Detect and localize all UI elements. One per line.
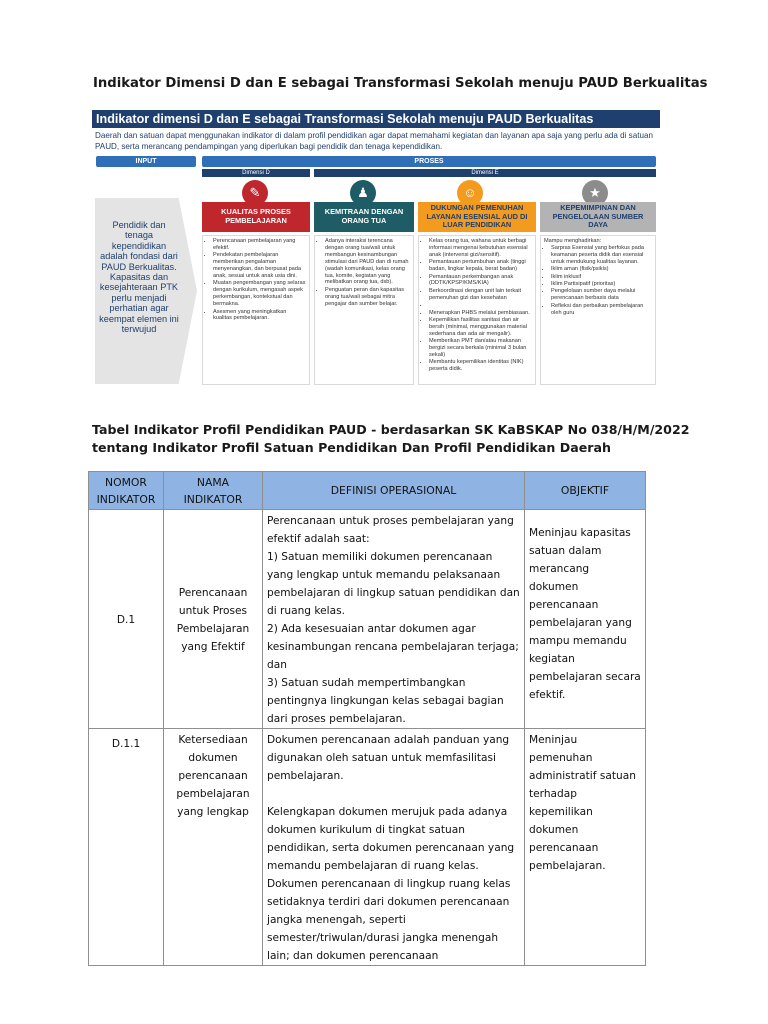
indicator-table — [88, 471, 646, 966]
table-header-row — [89, 472, 646, 510]
cell-objektif: Meninjau kapasitas satuan dalam merancang dokumen perencanaan pembelajaran yang mampu memandu kegiatan pembelajaran secara efektif. — [525, 510, 646, 729]
col-kepemimpinan-body — [540, 235, 656, 385]
definisi-line: Perencanaan untuk proses pembelajaran yang efektif adalah saat: — [267, 515, 514, 545]
col-kemitraan-body — [314, 235, 414, 385]
list-item: • Muatan pengembangan yang selaras dengan kurikulum, mengasah aspek perkembangan, kontekstual dan bermakna. — [213, 280, 306, 308]
list-lead: Mampu menghadirkan: — [544, 238, 602, 244]
col-kemitraan-title: KEMITRAAN DENGAN ORANG TUA — [314, 202, 414, 232]
list-item: • Pengelolaan sumber daya melalui perencanaan berbasis data — [551, 288, 652, 302]
list-item: • Adanya interaksi terencana dengan orang tua/wali untuk membangun kesinambungan stimulasi dari PAUD dan di rumah (wadah komunikasi, kelas orang tua, komite, kegiatan yang melibatkan orang tua, dsb). — [325, 238, 410, 286]
list-item: • Kepemilikan fasilitas sanitasi dan air bersih (minimal, menggunakan material sederhana dan ada air mengalir). — [429, 317, 532, 338]
page-heading: Indikator Dimensi D dan E sebagai Transformasi Sekolah menuju PAUD Berkualitas — [93, 76, 708, 91]
list-item: • Perencanaan pembelajaran yang efektif. — [213, 238, 306, 252]
definisi-paragraph: Dokumen perencanaan adalah panduan yang digunakan oleh satuan untuk memfasilitasi pembelajaran. — [267, 734, 510, 782]
table-row — [89, 510, 646, 729]
child-care-icon: ☺ — [457, 180, 483, 206]
list-item: • Refleksi dan perbaikan pembelajaran oleh guru — [551, 303, 652, 317]
list-item — [429, 302, 532, 309]
infographic — [92, 110, 660, 388]
list-item: • Asesmen yang meningkatkan kualitas pembelajaran. — [213, 309, 306, 323]
col-header-nama: NAMA INDIKATOR — [164, 472, 263, 510]
proses-header: PROSES — [202, 156, 656, 167]
col-dukungan-body — [418, 235, 536, 385]
list-item: • Membantu kepemilikan identitas (NIK) peserta didik. — [429, 359, 532, 373]
list-item: • Iklim inklusif — [551, 274, 652, 281]
dimensi-d-label: Dimensi D — [202, 169, 310, 177]
list-item: • Pendekatan pembelajaran memberikan pengalaman menyenangkan, dan berpusat pada anak, sesuai untuk anak usia dini. — [213, 252, 306, 280]
definisi-line: 3) Satuan sudah mempertimbangkan pentingnya lingkungan kelas sebagai bagian dari proses pembelajaran. — [267, 677, 504, 725]
cell-nama: Perencanaan untuk Proses Pembelajaran yang Efektif — [164, 510, 263, 729]
list-item: • Memberikan PMT dan/atau makanan bergizi secara berkala (minimal 3 bulan sekali) — [429, 338, 532, 359]
list-item: • Pemantauan perkembangan anak (DDTK/KPSP/KMS/KIA) — [429, 274, 532, 288]
cell-nomor: D.1 — [89, 510, 164, 729]
cell-nomor: D.1.1 — [89, 729, 164, 966]
list-item: • Berkoordinasi dengan unit lain terkait pemenuhan gizi dan kesehatan — [429, 288, 532, 302]
list-item: • Menerapkan PHBS melalui pembiasaan. — [429, 310, 532, 317]
infographic-title: Indikator dimensi D dan E sebagai Transformasi Sekolah menuju PAUD Berkualitas — [92, 110, 660, 128]
list-item: • Pemantauan pertumbuhan anak (tinggi badan, lingkar kepala, berat badan) — [429, 259, 532, 273]
list-item: • Iklim Partisipatif (prioritas) — [551, 281, 652, 288]
definisi-line: 2) Ada kesesuaian antar dokumen agar kesinambungan rencana pembelajaran terjaga; dan — [267, 623, 519, 671]
input-text: Pendidik dan tenaga kependidikan adalah fondasi dari PAUD Berkualitas. Kapasitas dan kesejahteraan PTK perlu menjadi perhatian agar keempat elemen ini terwujud — [99, 220, 179, 335]
list-item: • Iklim aman (fisik/psikis) — [551, 266, 652, 273]
input-header: INPUT — [96, 156, 196, 167]
list-item: • Sarpras Esensial yang berfokus pada keamanan peserta didik dan esensial untuk mendukung kualitas layanan. — [551, 245, 652, 266]
list-item: • Kelas orang tua, wahana untuk berbagi informasi mengenai kebutuhan esensial anak (intervensi gizi/sensitif). — [429, 238, 532, 259]
cell-definisi — [263, 510, 525, 729]
col-header-definisi: DEFINISI OPERASIONAL — [263, 472, 525, 510]
definisi-paragraph: Kelengkapan dokumen merujuk pada adanya dokumen kurikulum di tingkat satuan pendidikan, serta dokumen perencanaan yang memandu pembelajaran di ruang kelas. Dokumen perencanaan di lingkup ruang kelas setidaknya terdiri dari dokumen perencanaan jangka menengah, seperti semester/triwulan/durasi jangka menengah lain; dan dokumen perencanaan — [267, 806, 515, 962]
classroom-icon: ✎ — [242, 180, 268, 206]
cell-definisi — [263, 729, 525, 966]
list-item: • Penguatan peran dan kapasitas orang tua/wali sebagai mitra pengajar dan sumber belajar. — [325, 287, 410, 308]
col-header-objektif: OBJEKTIF — [525, 472, 646, 510]
col-kualitas-title: KUALITAS PROSES PEMBELAJARAN — [202, 202, 310, 232]
table-row — [89, 729, 646, 966]
dimensi-e-label: Dimensi E — [314, 169, 656, 177]
col-dukungan-title: DUKUNGAN PEMENUHAN LAYANAN ESENSIAL AUD DI LUAR PENDIDIKAN — [418, 202, 536, 232]
parents-icon: ♟ — [350, 180, 376, 206]
col-kualitas-body — [202, 235, 310, 385]
col-header-nomor: NOMOR INDIKATOR — [89, 472, 164, 510]
cell-objektif: Meninjau pemenuhan administratif satuan terhadap kepemilikan dokumen perencanaan pembelajaran. — [525, 729, 646, 966]
col-kepemimpinan-title: KEPEMIMPINAN DAN PENGELOLAAN SUMBER DAYA — [540, 202, 656, 232]
infographic-intro: Daerah dan satuan dapat menggunakan indikator di dalam profil pendidikan agar dapat memahami kegiatan dan layanan apa saja yang perlu ada di satuan PAUD, serta merancang pendampingan yang diperlukan bagi pendidik dan tenaga kependidikan. — [95, 131, 653, 151]
table-heading: Tabel Indikator Profil Pendidikan PAUD - berdasarkan SK KaBSKAP No 038/H/M/2022 tentang Indikator Profil Satuan Pendidikan Dan Profil Pendidikan Daerah — [92, 422, 690, 455]
definisi-line: 1) Satuan memiliki dokumen perencanaan yang lengkap untuk memandu pelaksanaan pembelajaran di lingkup satuan pendidikan dan di ruang kelas. — [267, 551, 520, 617]
cell-nama: Ketersediaan dokumen perencanaan pembelajaran yang lengkap — [164, 729, 263, 966]
leadership-icon: ★ — [582, 180, 608, 206]
